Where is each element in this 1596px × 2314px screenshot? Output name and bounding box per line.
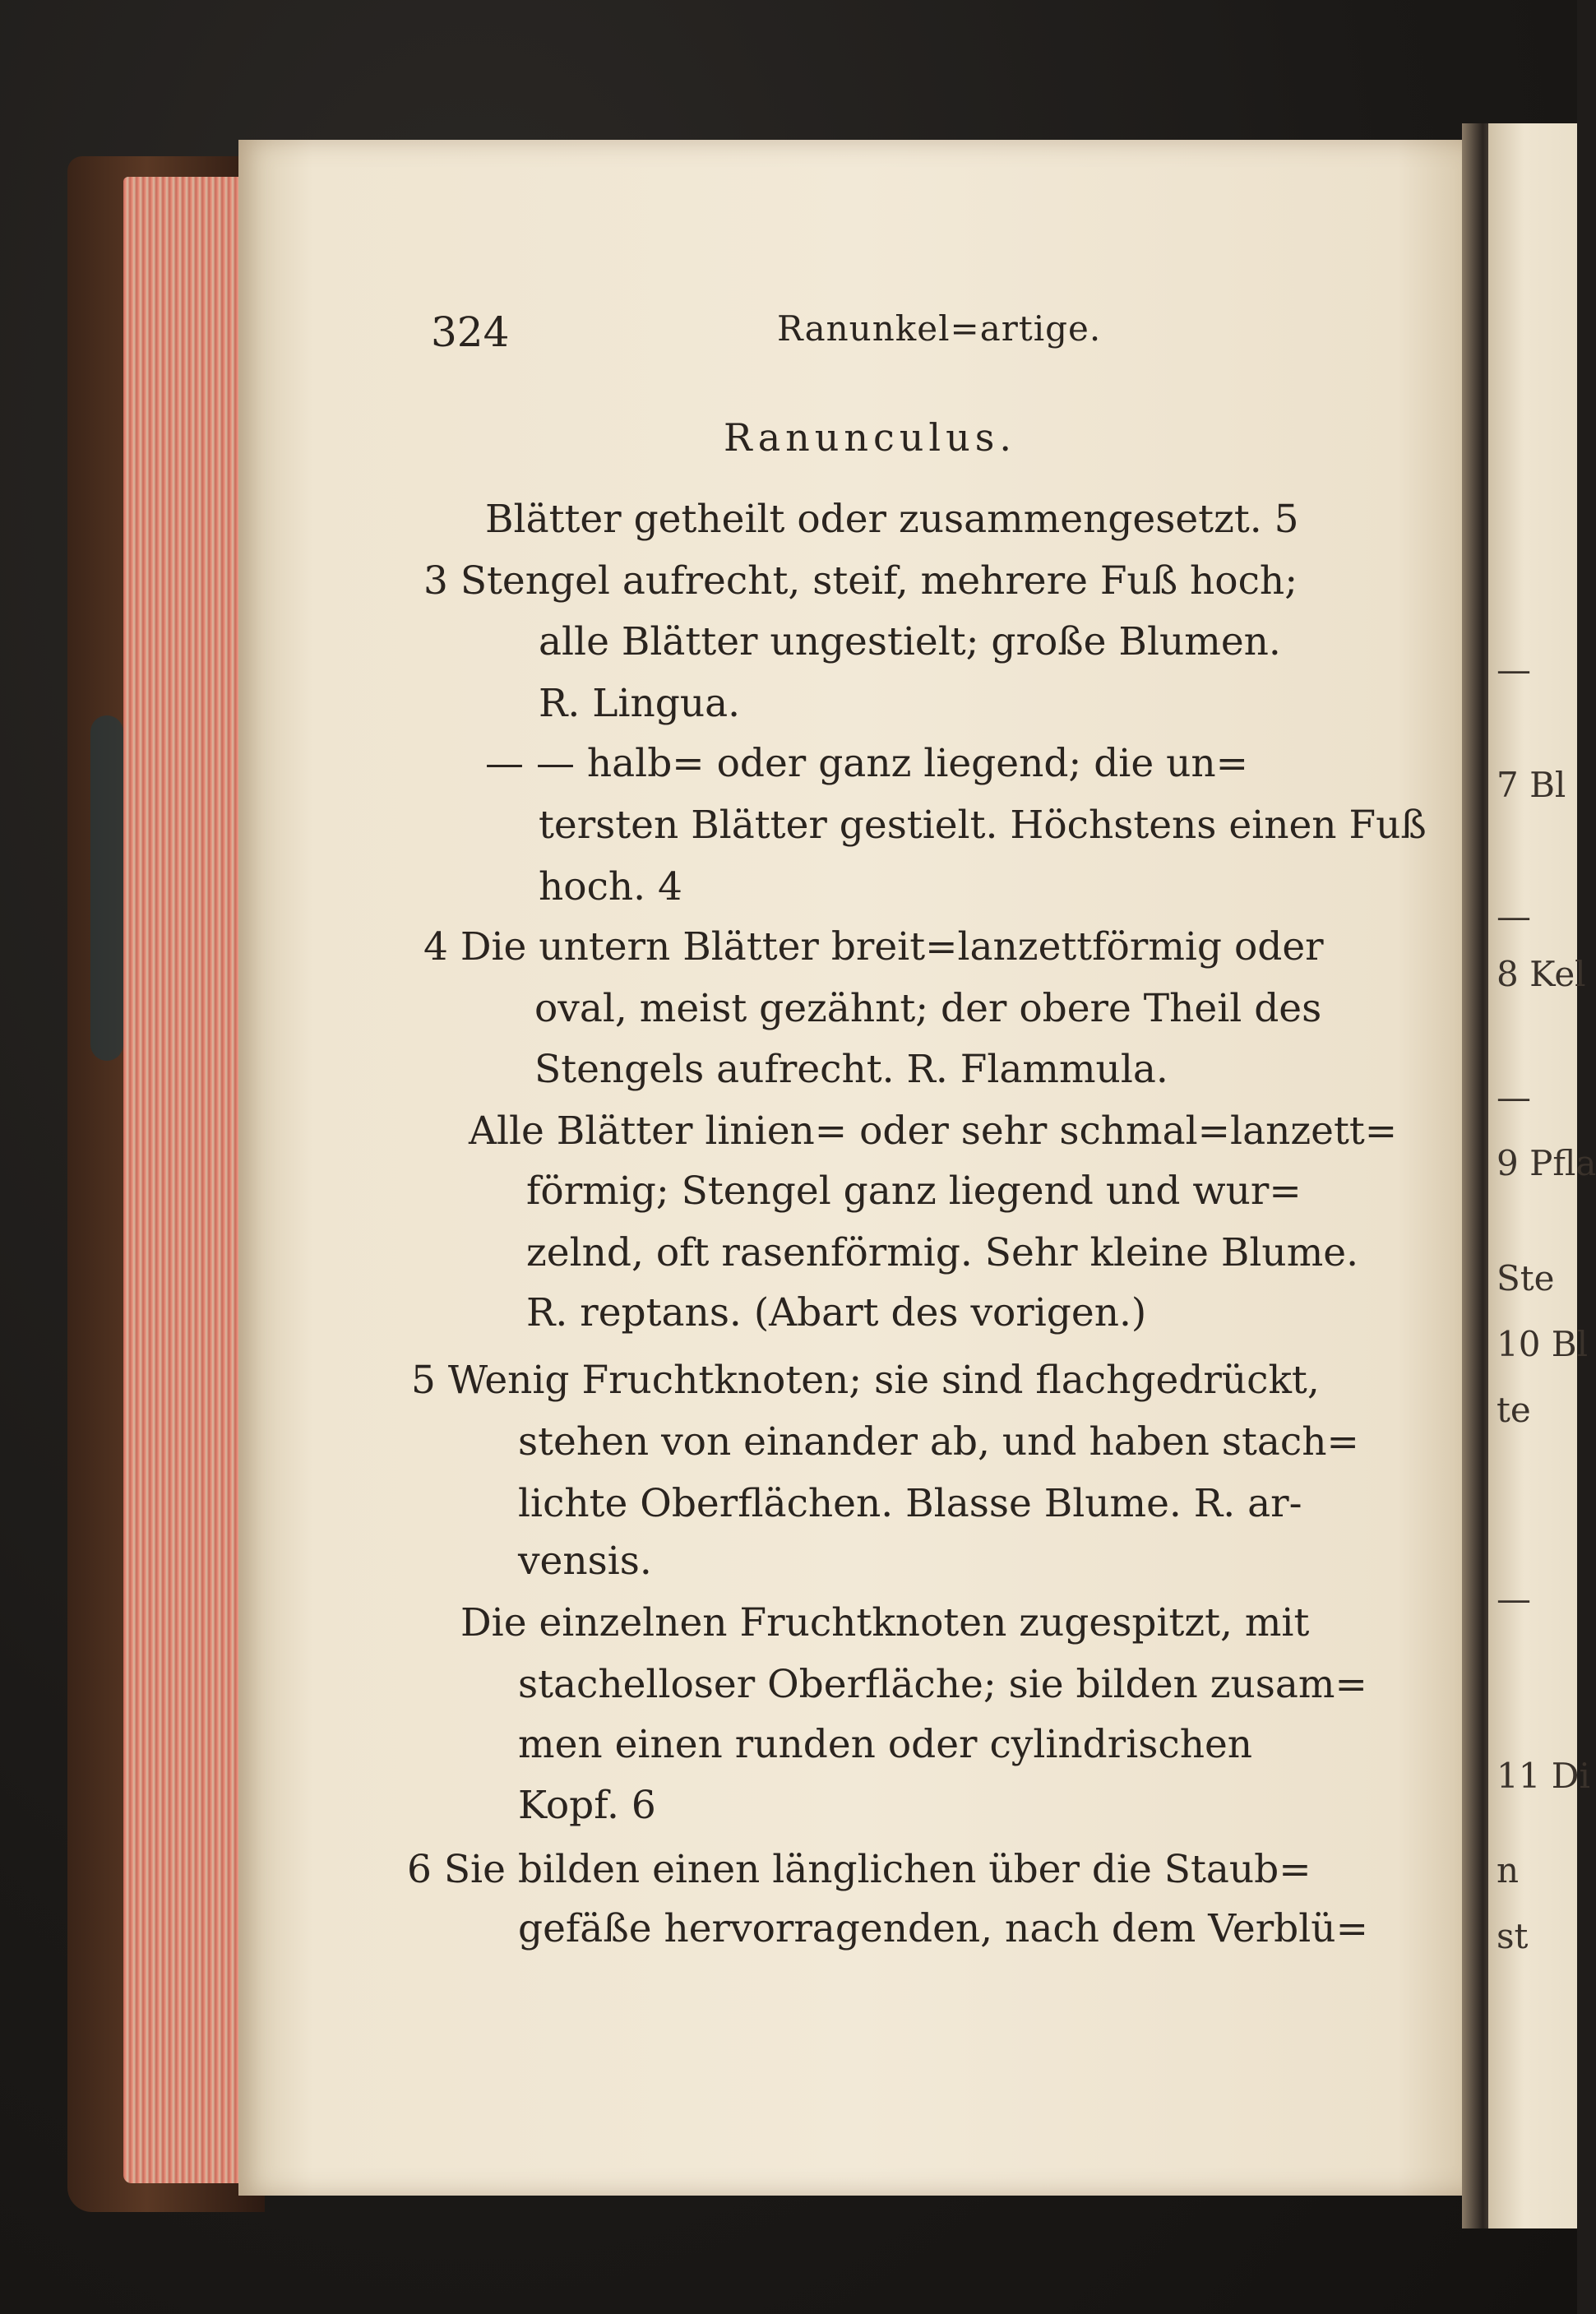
text-line: förmig; Stengel ganz liegend und wur= <box>526 1169 1302 1214</box>
text-line: stehen von einander ab, und haben stach= <box>518 1419 1359 1465</box>
facing-line: 8 Kel <box>1497 954 1586 994</box>
text-line: hoch. 4 <box>539 864 682 909</box>
facing-line: 7 Bl <box>1497 765 1566 805</box>
facing-line: — <box>1497 1579 1531 1619</box>
text-line: tersten Blätter gestielt. Höchstens einen Fuß <box>539 803 1427 848</box>
facing-line: st <box>1497 1916 1529 1956</box>
text-line: Alle Blätter linien= oder sehr schmal=lanzett= <box>469 1108 1398 1154</box>
facing-line: 10 Bl <box>1497 1324 1589 1364</box>
facing-line: 9 Pfla <box>1497 1143 1596 1183</box>
facing-line: 11 Di <box>1497 1756 1590 1796</box>
text-line: Stengels aufrecht. R. Flammula. <box>534 1047 1168 1092</box>
running-title: Ranunkel=artige. <box>777 308 1102 349</box>
text-line: 3 Stengel aufrecht, steif, mehrere Fuß hoch; <box>423 558 1298 604</box>
section-title: Ranunculus. <box>724 415 1016 460</box>
text-line: 4 Die untern Blätter breit=lanzettförmig oder <box>423 924 1324 970</box>
text-line: 5 Wenig Fruchtknoten; sie sind flachgedrückt, <box>411 1358 1320 1403</box>
facing-line: — <box>1497 896 1531 937</box>
text-line: lichte Oberflächen. Blasse Blume. R. ar- <box>518 1481 1302 1526</box>
facing-line: Ste <box>1497 1258 1555 1298</box>
text-line: alle Blätter ungestielt; große Blumen. <box>539 619 1281 664</box>
text-line: R. Lingua. <box>539 681 741 726</box>
text-line: vensis. <box>518 1539 652 1584</box>
facing-line: te <box>1497 1390 1531 1430</box>
right-page-fragment <box>1488 123 1596 2228</box>
text-line: Die einzelnen Fruchtknoten zugespitzt, mit <box>460 1600 1310 1645</box>
page-number: 324 <box>431 308 510 356</box>
text-line: Kopf. 6 <box>518 1783 656 1828</box>
text-line: Blätter getheilt oder zusammengesetzt. 5 <box>485 497 1299 542</box>
cover-marbling <box>90 715 123 1061</box>
text-line: gefäße hervorragenden, nach dem Verblü= <box>518 1906 1368 1951</box>
facing-line: — <box>1497 1077 1531 1118</box>
facing-line: — <box>1497 650 1531 690</box>
text-line: R. reptans. (Abart des vorigen.) <box>526 1290 1147 1335</box>
text-line: oval, meist gezähnt; der obere Theil des <box>534 986 1322 1031</box>
text-line: stachelloser Oberfläche; sie bilden zusam= <box>518 1662 1367 1707</box>
facing-line: n <box>1497 1850 1520 1891</box>
text-line: — — halb= oder ganz liegend; die un= <box>485 741 1248 786</box>
text-line: men einen runden oder cylindrischen <box>518 1722 1253 1767</box>
text-line: 6 Sie bilden einen länglichen über die Staub= <box>407 1847 1311 1892</box>
text-line: zelnd, oft rasenförmig. Sehr kleine Blume. <box>526 1230 1359 1275</box>
page-edges <box>123 177 247 2183</box>
